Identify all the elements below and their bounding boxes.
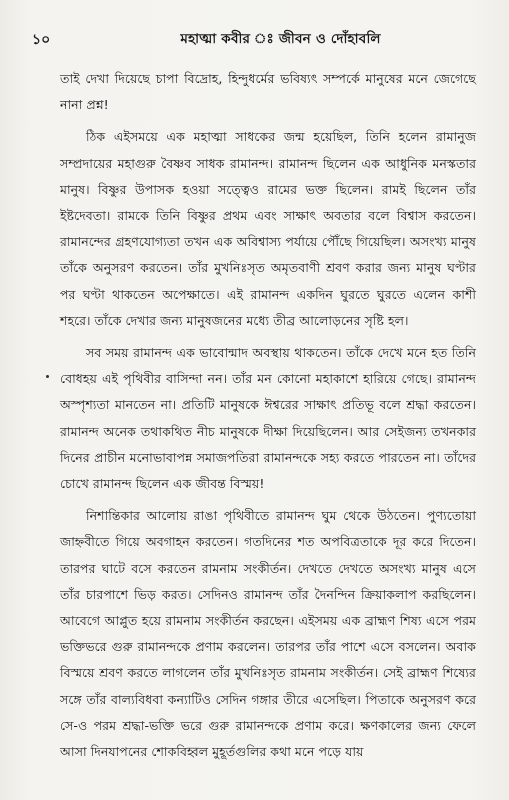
running-title: মহাত্মা কবীর ঃ জীবন ও দোঁহাবলি	[180, 31, 381, 47]
margin-mark	[46, 375, 49, 378]
paragraph: ঠিক এইসময়ে এক মহাত্মা সাধকের জন্ম হয়েছিল, তিনি হলেন রামানুজ সম্প্রদায়ের মহাগুরু বৈষ্ণব সাধক রামানন্দ। রামানন্দ ছিলেন এক আধুনিক মনস্কতার মানুষ। বিষ্ণুর উপাসক হওয়া সত্ত্বেও রামের ভক্ত ছিলেন। রামই ছিলেন তাঁর ইষ্টদেবতা। রামকে তিনি বিষ্ণুর প্রথম এবং সাক্ষাৎ অবতার বলে বিশ্বাস করতেন। রামানন্দের গ্রহণযোগ্যতা তখন এক অবিশ্বাস্য পর্যায়ে পৌঁছে গিয়েছিল। অসংখ্য মানুষ তাঁকে অনুসরণ করতেন। তাঁর মুখনিঃসৃত অমৃতবাণী শ্রবণ করার জন্য মানুষ ঘণ্টার পর ঘণ্টা থাকতেন অপেক্ষাতে। এই রামানন্দ একদিন ঘুরতে ঘুরতে এলেন কাশী শহরে। তাঁকে দেখার জন্য মানুষজনের মধ্যে তীব্র আলোড়নের সৃষ্টি হল।	[60, 129, 476, 328]
paragraph: নিশান্তিকার আলোয় রাঙা পৃথিবীতে রামানন্দ ঘুম থেকে উঠতেন। পুণ্যতোয়া জাহ্নবীতে গিয়ে অবগাহন করতেন। গতদিনের শত অপবিত্রতাকে দূর করে দিতেন। তারপর ঘাটে বসে করতেন রামনাম সংকীর্তন। দেখতে দেখতে অসংখ্য মানুষ এসে তাঁর চারপাশে ভিড় করত। সেদিনও রামানন্দ তাঁর দৈনন্দিন ক্রিয়াকলাপ করছিলেন। আবেগে আপ্লুত হয়ে রামনাম সংকীর্তন করছেন। এইসময় এক ব্রাহ্মণ শিষ্য এসে পরম ভক্তিভরে গুরু রামানন্দকে প্রণাম করলেন। তারপর তাঁর পাশে এসে বসলেন। অবাক বিস্ময়ে শ্রবণ করতে লাগলেন তাঁর মুখনিঃসৃত রামনাম সংকীর্তন। সেই ব্রাহ্মণ শিষ্যের সঙ্গে তাঁর বাল্যবিধবা কন্যাটিও সেদিন গঙ্গার তীরে এসেছিল। পিতাকে অনুসরণ করে সে-ও পরম শ্রদ্ধা-ভক্তি ভরে গুরু রামানন্দকে প্রণাম করে। ক্ষণকালের জন্য ফেলে আসা দিনযাপনের শোকবিহ্বল মুহূর্তগুলির কথা মনে পড়ে যায়	[60, 508, 476, 760]
paragraph: সব সময় রামানন্দ এক ভাবোন্মাদ অবস্থায় থাকতেন। তাঁকে দেখে মনে হত তিনি বোধহয় এই পৃথিবীর বাসিন্দা নন। তাঁর মন কোনো মহাকাশে হারিয়ে গেছে। রামানন্দ অস্পৃশ্যতা মানতেন না। প্রতিটি মানুষকে ঈশ্বরের সাক্ষাৎ প্রতিভূ বলে শ্রদ্ধা করতেন। রামানন্দ অনেক তথাকথিত নীচ মানুষকে দীক্ষা দিয়েছিলেন। আর সেইজন্য তখনকার দিনের প্রাচীন মনোভাবাপন্ন সমাজপতিরা রামানন্দকে সহ্য করতে পারতেন না। তাঁদের চোখে রামানন্দ ছিলেন এক জীবন্ত বিস্ময়!	[60, 345, 476, 492]
body-text	[60, 66, 476, 765]
page-header	[32, 28, 469, 50]
page-number: ১০	[32, 32, 51, 48]
paragraph: তাই দেখা দিয়েছে চাপা বিদ্রোহ, হিন্দুধর্মের ভবিষ্যৎ সম্পর্কে মানুষের মনে জেগেছে নানা প্রশ্ন!	[60, 71, 476, 113]
